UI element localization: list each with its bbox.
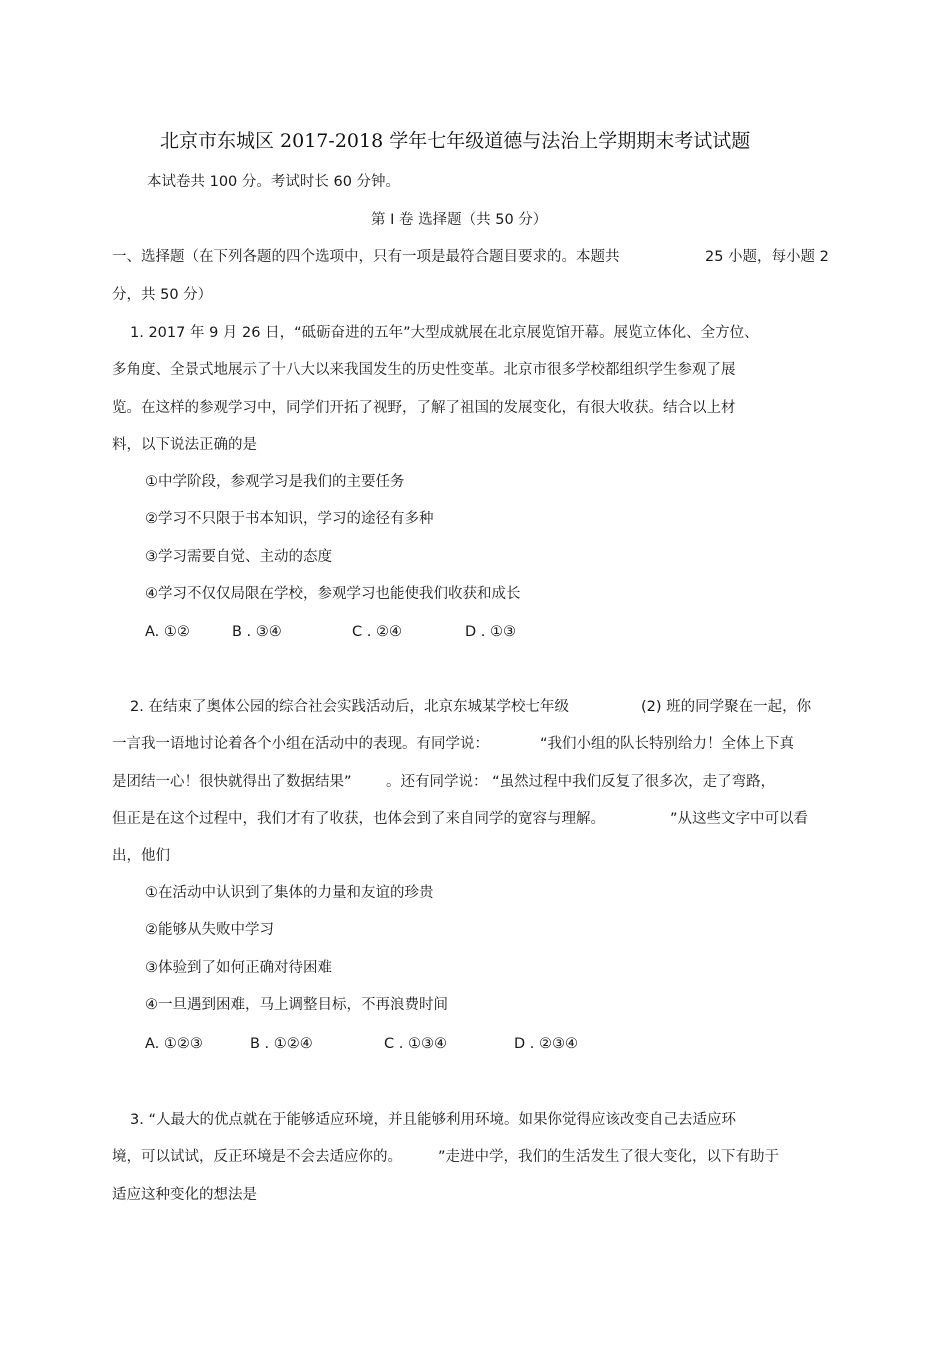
q1-option-a: A. ①②	[145, 624, 190, 640]
q1-statement-3: ③学习需要自觉、主动的态度	[145, 549, 332, 565]
q3-line-2a: 境，可以试试，反正环境是不会去适应你的。	[112, 1149, 402, 1165]
instructions-line-1a: 一、选择题（在下列各题的四个选项中，只有一项是最符合题目要求的。本题共	[112, 249, 620, 265]
q1-line-1: 1. 2017 年 9 月 26 日，“砥砺奋进的五年”大型成就展在北京展览馆开幕。展览立体化、全方位、	[130, 325, 759, 341]
q2-line-5: 出，他们	[112, 848, 170, 864]
q3-line-3: 适应这种变化的想法是	[112, 1187, 257, 1203]
q1-option-c: C . ②④	[352, 624, 402, 640]
exam-title: 北京市东城区 2017-2018 学年七年级道德与法治上学期期末考试试题	[160, 130, 751, 152]
q2-option-d: D . ②③④	[514, 1036, 578, 1052]
q3-line-1: 3. “人最大的优点就在于能够适应环境，并且能够利用环境。如果你觉得应该改变自己去适应环	[130, 1112, 736, 1128]
exam-intro: 本试卷共 100 分。考试时长 60 分钟。	[147, 174, 401, 190]
q2-option-b: B . ①②④	[250, 1036, 313, 1052]
section-heading: 第 I 卷 选择题（共 50 分）	[371, 212, 548, 228]
q2-line-1b: (2) 班的同学聚在一起，你	[641, 699, 812, 715]
q2-line-1a: 2. 在结束了奥体公园的综合社会实践活动后，北京东城某学校七年级	[130, 699, 569, 715]
q2-line-3a: 是团结一心！很快就得出了数据结果”	[112, 774, 352, 790]
q2-statement-2: ②能够从失败中学习	[145, 922, 274, 938]
q2-option-c: C . ①③④	[384, 1036, 447, 1052]
instructions-line-1b: 25 小题，每小题 2	[705, 249, 829, 265]
q1-statement-2: ②学习不只限于书本知识，学习的途径有多种	[145, 511, 434, 527]
q2-statement-1: ①在活动中认识到了集体的力量和友谊的珍贵	[145, 885, 434, 901]
q1-option-d: D . ①③	[465, 624, 516, 640]
q1-line-3: 览。在这样的参观学习中，同学们开拓了视野，了解了祖国的发展变化，有很大收获。结合以上材	[112, 400, 736, 416]
q2-line-4b: ”从这些文字中可以看	[670, 811, 809, 827]
q2-statement-3: ③体验到了如何正确对待困难	[145, 960, 332, 976]
q3-line-2b: ”走进中学，我们的生活发生了很大变化，以下有助于	[438, 1149, 780, 1165]
q1-option-b: B . ③④	[232, 624, 282, 640]
q2-line-3b: 。还有同学说： “虽然过程中我们反复了很多次，走了弯路，	[386, 774, 776, 790]
q1-line-4: 料，以下说法正确的是	[112, 437, 257, 453]
q2-line-2b: “我们小组的队长特别给力！全体上下真	[540, 736, 795, 752]
q2-option-a: A. ①②③	[145, 1036, 203, 1052]
q1-statement-1: ①中学阶段，参观学习是我们的主要任务	[145, 474, 405, 490]
q2-statement-4: ④一旦遇到困难，马上调整目标，不再浪费时间	[145, 997, 448, 1013]
instructions-line-2: 分，共 50 分）	[112, 287, 213, 303]
q2-line-2a: 一言我一语地讨论着各个小组在活动中的表现。有同学说：	[112, 736, 489, 752]
q1-statement-4: ④学习不仅仅局限在学校，参观学习也能使我们收获和成长	[145, 586, 521, 602]
q2-line-4a: 但正是在这个过程中，我们才有了收获，也体会到了来自同学的宽容与理解。	[112, 811, 605, 827]
q1-line-2: 多角度、全景式地展示了十八大以来我国发生的历史性变革。北京市很多学校都组织学生参观了展	[112, 362, 736, 378]
